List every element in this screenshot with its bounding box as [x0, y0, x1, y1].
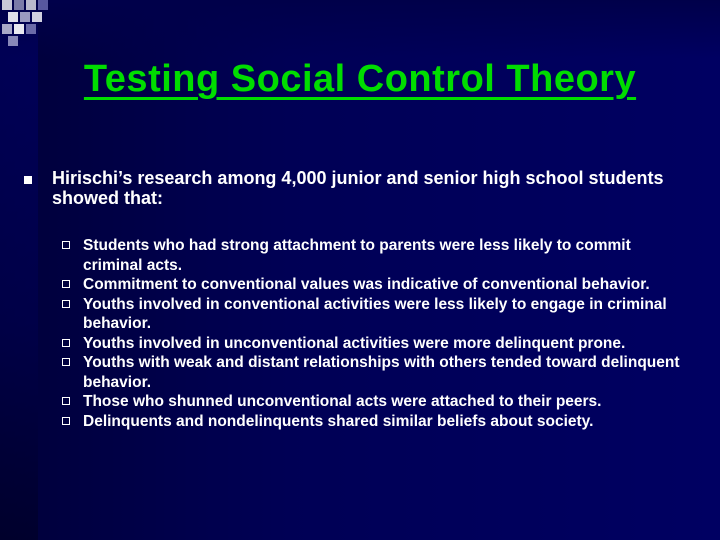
sub-bullet-text: Youths involved in unconventional activities were more delinquent prone. [83, 334, 626, 352]
hollow-square-bullet-icon [62, 339, 70, 347]
sub-bullet-item [62, 275, 692, 295]
hollow-square-bullet-icon [62, 417, 70, 425]
sub-bullet-text: Those who shunned unconventional acts were attached to their peers. [83, 393, 602, 410]
hollow-square-bullet-icon [62, 397, 70, 405]
filled-square-bullet-icon [24, 176, 32, 184]
hollow-square-bullet-icon [62, 280, 70, 288]
sub-bullet-list [62, 236, 692, 431]
hollow-square-bullet-icon [62, 300, 70, 308]
hollow-square-bullet-icon [62, 241, 70, 249]
slide-title: Testing Social Control Theory [83, 58, 637, 100]
sub-bullet-item [62, 236, 692, 275]
top-gradient-band [0, 0, 720, 58]
sub-bullet-item [62, 295, 692, 334]
hollow-square-bullet-icon [62, 358, 70, 366]
sub-bullet-item [62, 353, 692, 392]
main-bullet-text: Hirischi’s research among 4,000 junior and senior high school students showed that: [52, 168, 664, 208]
sub-bullet-item [62, 334, 692, 354]
sub-bullet-text: Commitment to conventional values was indicative of conventional behavior. [83, 276, 650, 293]
sub-bullet-text: Delinquents and nondelinquents shared similar beliefs about society. [83, 412, 594, 430]
sub-bullet-text: Youths with weak and distant relationships with others tended toward delinquent behavior. [83, 354, 680, 391]
sub-bullet-text: Students who had strong attachment to parents were less likely to commit criminal acts. [83, 237, 631, 274]
main-bullet [24, 168, 674, 208]
corner-squares-decoration [0, 0, 60, 48]
sub-bullet-item [62, 392, 692, 412]
sub-bullet-text: Youths involved in conventional activities were less likely to engage in criminal behavior. [83, 295, 667, 332]
sub-bullet-item [62, 412, 692, 432]
